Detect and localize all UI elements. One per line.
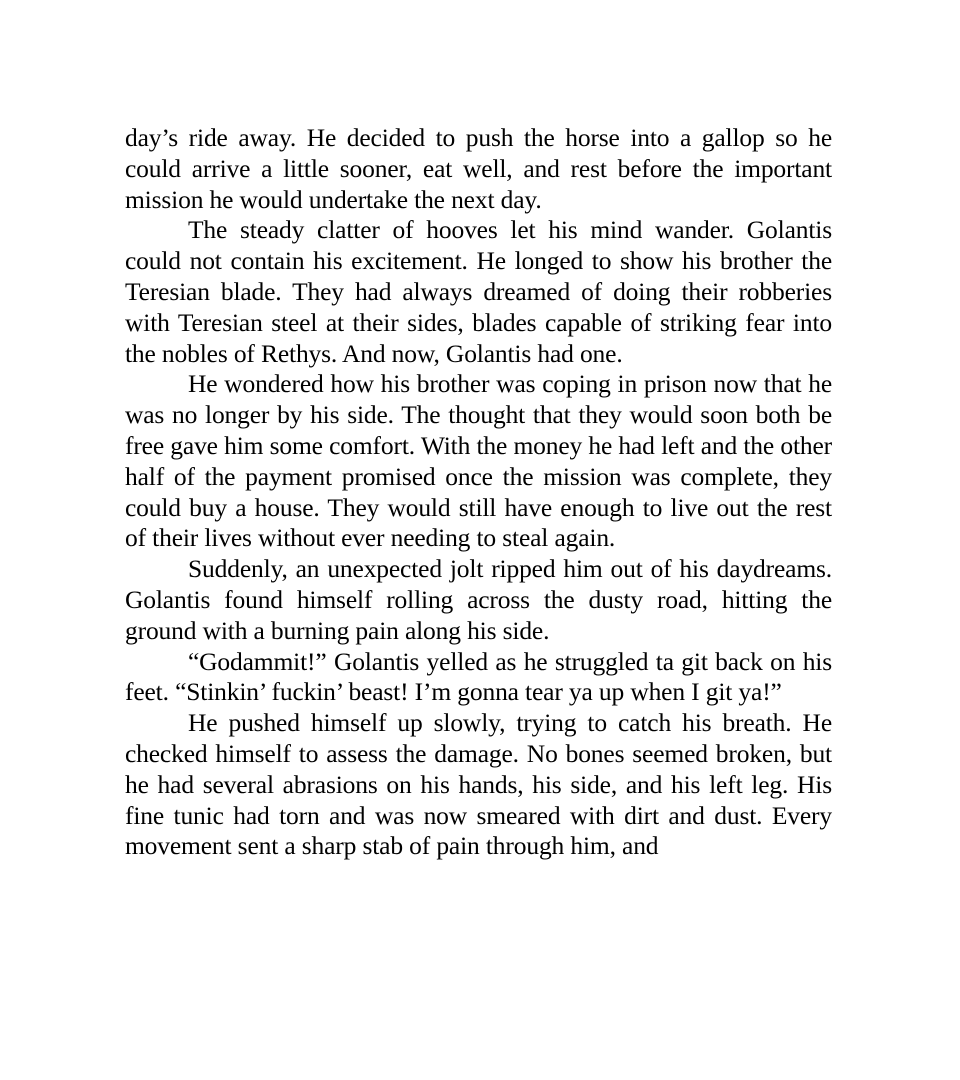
body-text [125, 123, 832, 862]
paragraph: “Godammit!” Golantis yelled as he struggled ta git back on his feet. “Stinkin’ fuckin’ beast! I’m gonna tear ya up when I git ya!” [125, 646, 832, 707]
paragraph: He pushed himself up slowly, trying to catch his breath. He checked himself to assess the damage. No bones seemed broken, but he had several abrasions on his hands, his side, and his left leg. His fine tunic had torn and was now smeared with dirt and dust. Every movement sent a sharp stab of pain through him, and [125, 708, 832, 861]
paragraph: Suddenly, an unexpected jolt ripped him out of his daydreams. Golantis found himself rolling across the dusty road, hitting the ground with a burning pain along his side. [125, 554, 832, 645]
paragraph: The steady clatter of hooves let his mind wander. Golantis could not contain his excitement. He longed to show his brother the Teresian blade. They had always dreamed of doing their robberies with Teresian steel at their sides, blades capable of striking fear into the nobles of Rethys. And now, Golantis had one. [125, 215, 832, 368]
paragraph: He wondered how his brother was coping in prison now that he was no longer by his side. The thought that they would soon both be free gave him some comfort. With the money he had left and the other half of the payment promised once the mission was complete, they could buy a house. They would still have enough to live out the rest of their lives without ever needing to steal again. [125, 369, 832, 553]
paragraph: day’s ride away. He decided to push the horse into a gallop so he could arrive a little sooner, eat well, and rest before the important mission he would undertake the next day. [125, 123, 832, 214]
